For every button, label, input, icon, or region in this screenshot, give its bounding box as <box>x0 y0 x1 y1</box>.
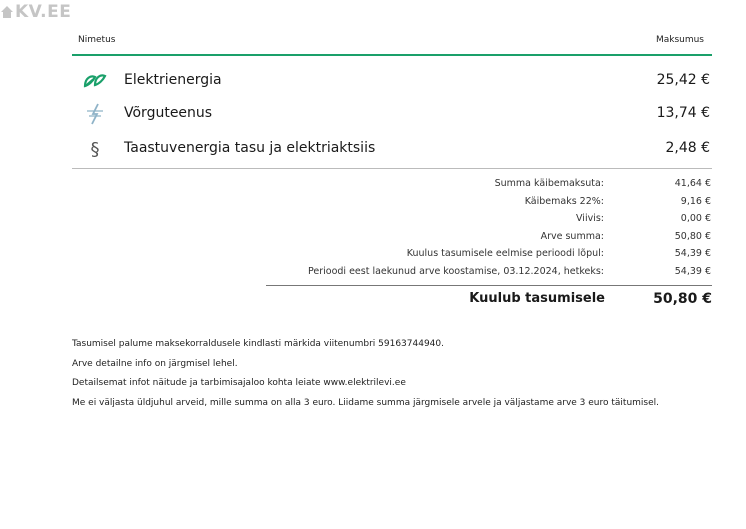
total-divider <box>266 285 712 286</box>
summary-label: Kuulus tasumisele eelmise perioodi lõpul: <box>406 248 604 259</box>
watermark-logo <box>0 2 71 22</box>
line-item-network <box>72 100 712 128</box>
summary-row <box>291 231 711 247</box>
note-line: Me ei väljasta üldjuhul arveid, mille summa on alla 3 euro. Liidame summa järgmisele arvele ja väljastame arve 3 euro täitumisel. <box>72 397 660 408</box>
total-due <box>266 291 712 311</box>
summary-row <box>291 266 711 282</box>
summary-row <box>291 213 711 229</box>
watermark-text: KV.EE <box>15 2 72 22</box>
table-header <box>72 35 712 55</box>
item-label: Taastuvenergia tasu ja elektriaktsiis <box>124 140 376 156</box>
summary-label: Käibemaks 22%: <box>524 196 604 207</box>
summary-value: 9,16 € <box>680 196 711 207</box>
note-line: Arve detailne info on järgmisel lehel. <box>72 358 238 369</box>
summary-row <box>291 178 711 194</box>
summary-label: Viivis: <box>576 213 604 224</box>
line-item-renewable-fee <box>72 135 712 163</box>
item-amount: 25,42 € <box>656 72 710 88</box>
item-label: Võrguteenus <box>124 105 213 121</box>
summary-value: 50,80 € <box>674 231 711 242</box>
item-amount: 13,74 € <box>656 105 710 121</box>
total-value: 50,80 € <box>653 291 712 307</box>
summary-label: Summa käibemaksuta: <box>494 178 604 189</box>
summary-value: 54,39 € <box>674 266 711 277</box>
line-item-electricity <box>72 67 712 95</box>
items-divider <box>72 168 712 169</box>
note-line: Tasumisel palume maksekorraldusele kindlasti märkida viitenumbri 59163744940. <box>72 339 444 349</box>
total-label: Kuulub tasumisele <box>469 291 605 306</box>
header-divider <box>72 54 712 56</box>
house-icon <box>0 5 14 19</box>
power-line-icon <box>82 103 108 125</box>
header-name: Nimetus <box>78 35 116 45</box>
summary-row <box>291 196 711 212</box>
section-sign-icon: § <box>90 138 100 160</box>
summary-value: 54,39 € <box>674 248 711 259</box>
summary-label: Perioodi eest laekunud arve koostamise, 03.12.2024, hetkeks: <box>307 266 604 277</box>
summary-row <box>291 248 711 264</box>
header-amount: Maksumus <box>655 35 704 45</box>
notes-block <box>72 338 712 416</box>
item-label: Elektrienergia <box>124 72 222 88</box>
item-amount: 2,48 € <box>665 140 710 156</box>
summary-value: 41,64 € <box>674 178 711 189</box>
summary-value: 0,00 € <box>680 213 711 224</box>
leaf-energy-icon <box>82 70 108 92</box>
note-line: Detailsemat infot näitude ja tarbimisajaloo kohta leiate www.elektrilevi.ee <box>72 378 406 388</box>
summary-label: Arve summa: <box>540 231 604 242</box>
